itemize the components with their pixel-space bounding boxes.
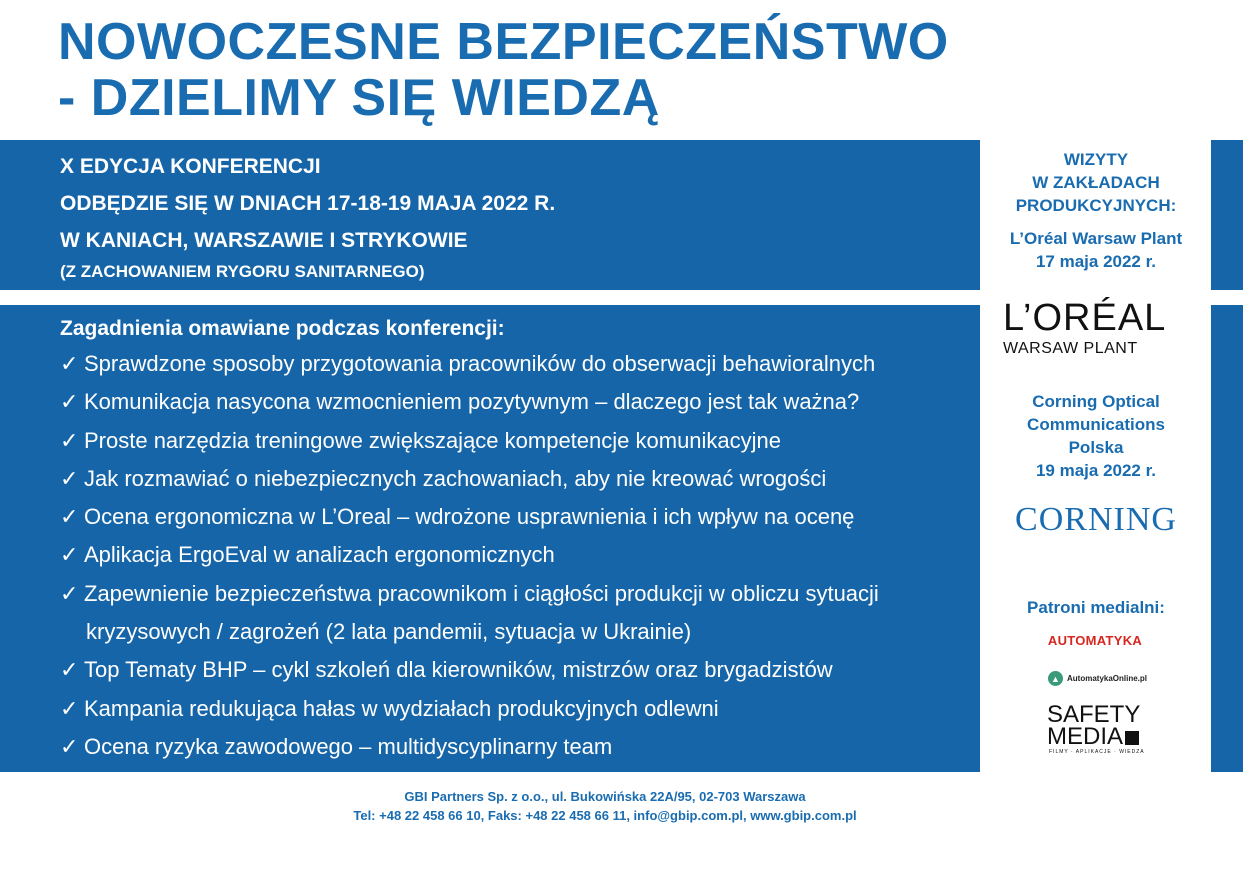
right-edge-band-top [1211, 140, 1243, 290]
loreal-logo-subtitle: WARSAW PLANT [1003, 340, 1138, 357]
topic-item [60, 498, 879, 536]
conference-edition: X EDYCJA KONFERENCJI [60, 155, 321, 178]
footer-address: GBI Partners Sp. z o.o., ul. Bukowińska 22A/95, 02-703 Warszawa [404, 789, 806, 804]
footer-phone-email: Tel: +48 22 458 66 10, Faks: +48 22 458 66 11, info@gbip.com.pl, www.gbip.com.pl [353, 808, 857, 823]
automatyka-online-icon: ▲ [1048, 671, 1063, 686]
loreal-plant-name: L’Oréal Warsaw Plant [1009, 229, 1183, 248]
topic-text: Kampania redukująca hałas w wydziałach produkcyjnych odlewni [84, 695, 719, 721]
check-icon: ✓ [60, 351, 79, 376]
loreal-visit-info [985, 227, 1207, 273]
safety-media-wordmark-bottom: MEDIA [1047, 723, 1124, 750]
check-icon: ✓ [60, 389, 79, 415]
corning-visit-info [985, 390, 1207, 482]
corning-name-line: Corning Optical [1032, 392, 1160, 411]
headline [58, 14, 978, 126]
corning-name-line: Communications [1027, 415, 1165, 434]
right-edge-band-main [1211, 305, 1243, 772]
automatyka-logo-wordmark: AUTOMATYKA [1047, 633, 1143, 648]
check-icon: ✓ [60, 733, 79, 759]
topic-text: Komunikacja nasycona wzmocnieniem pozytywnym – dlaczego jest tak ważna? [84, 389, 860, 415]
topics-heading: Zagadnienia omawiane podczas konferencji: [60, 317, 505, 340]
topics-list [60, 345, 879, 766]
headline-line-1: NOWOCZESNE BEZPIECZEŃSTWO [58, 13, 949, 71]
topic-item [60, 536, 879, 574]
safety-media-wordmark-bottom-row [1047, 723, 1147, 750]
topic-text: Aplikacja ErgoEval w analizach ergonomicznych [84, 542, 555, 568]
check-icon: ✓ [60, 695, 79, 721]
topic-item [60, 575, 879, 652]
check-icon: ✓ [60, 427, 79, 453]
safety-media-wordmark-top: SAFETY [1047, 701, 1141, 728]
loreal-logo [1003, 298, 1193, 358]
automatyka-logo-tagline [1040, 648, 1150, 654]
safety-media-tagline: FILMY · APLIKACJE · WIEDZA [1049, 749, 1145, 755]
check-icon: ✓ [60, 542, 79, 568]
topic-item [60, 728, 879, 766]
safety-media-logo [1047, 701, 1147, 756]
conference-dates: ODBĘDZIE SIĘ W DNIACH 17-18-19 MAJA 2022 R. [60, 192, 556, 215]
corning-visit-date: 19 maja 2022 r. [1035, 461, 1157, 480]
headline-line-2: - DZIELIMY SIĘ WIEDZĄ [58, 69, 660, 127]
topic-item [60, 422, 879, 460]
conference-sanitary-note: (Z ZACHOWANIEM RYGORU SANITARNEGO) [60, 262, 425, 281]
visits-line: PRODUKCYJNYCH: [1015, 196, 1177, 215]
topics-section [60, 313, 879, 766]
topic-item [60, 383, 879, 421]
automatyka-logo [1040, 633, 1150, 654]
check-icon: ✓ [60, 465, 79, 491]
topic-item [60, 460, 879, 498]
topic-text-continuation: kryzysowych / zagrożeń (2 lata pandemii, sytuacja w Ukrainie) [86, 619, 692, 645]
topic-text: Ocena ryzyka zawodowego – multidyscyplinarny team [84, 733, 613, 759]
corning-name-line: Polska [1068, 438, 1124, 457]
topic-item [60, 651, 879, 689]
visits-line: W ZAKŁADACH [1032, 173, 1160, 192]
automatyka-online-logo [1048, 671, 1147, 686]
conference-info [60, 148, 555, 285]
media-patrons-label: Patroni medialni: [1027, 598, 1165, 617]
footer-contact [0, 787, 1210, 825]
square-icon [1125, 731, 1139, 745]
check-icon: ✓ [60, 580, 79, 606]
loreal-logo-wordmark: L’ORÉAL [1003, 297, 1167, 339]
topic-text: Proste narzędzia treningowe zwiększające kompetencje komunikacyjne [84, 427, 782, 453]
check-icon: ✓ [60, 504, 79, 530]
plant-visits-panel [985, 140, 1207, 273]
plant-visits-heading [985, 148, 1207, 217]
topic-item [60, 345, 879, 383]
topic-text: Sprawdzone sposoby przygotowania pracowników do obserwacji behawioralnych [84, 351, 876, 376]
automatyka-online-wordmark: AutomatykaOnline.pl [1067, 674, 1148, 683]
topic-item [60, 690, 879, 728]
conference-places: W KANIACH, WARSZAWIE I STRYKOWIE [60, 229, 468, 252]
topic-text: Zapewnienie bezpieczeństwa pracownikom i ciągłości produkcji w obliczu sytuacji [84, 580, 879, 606]
corning-logo: CORNING [1015, 501, 1177, 538]
loreal-visit-date: 17 maja 2022 r. [1035, 252, 1157, 271]
visits-line: WIZYTY [1063, 150, 1129, 169]
check-icon: ✓ [60, 657, 79, 683]
topic-text: Ocena ergonomiczna w L’Oreal – wdrożone usprawnienia i ich wpływ na ocenę [84, 504, 855, 530]
topic-text: Jak rozmawiać o niebezpiecznych zachowaniach, aby nie kreować wrogości [84, 465, 827, 491]
topic-text: Top Tematy BHP – cykl szkoleń dla kierowników, mistrzów oraz brygadzistów [84, 657, 833, 683]
